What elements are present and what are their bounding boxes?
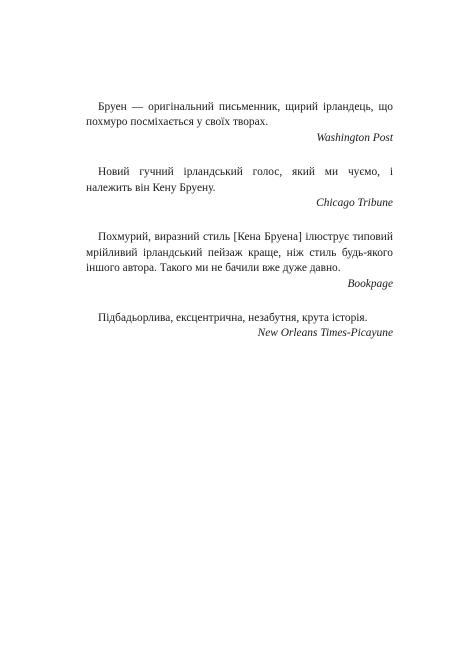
blurb-source: Bookpage	[347, 277, 393, 290]
blurb-source: New Orleans Times-Picayune	[257, 327, 393, 340]
blurb-item	[86, 100, 393, 146]
blurb-quote: Похмурий, виразний стиль [Кена Бруена] ілюструє типовий мрійливий ірландський пейзаж краще, ніж стиль будь-якого іншого автора. Такого ми не бачили вже дуже давно.	[86, 231, 393, 275]
blurb-source: Washington Post	[316, 131, 393, 144]
blurb-item	[86, 230, 393, 292]
blurb-quote: Підбадьорлива, ексцентрична, незабутня, крута історія.	[98, 312, 368, 325]
blurb-item	[86, 165, 393, 211]
blurb-source: Chicago Tribune	[316, 197, 393, 210]
blurb-quote: Бруен — оригінальний письменник, щирий ірландець, що похмуро посміхається у своїх творах.	[86, 101, 393, 129]
praise-blurbs	[86, 100, 393, 361]
blurb-quote: Новий гучний ірландський голос, який ми чуємо, і належить він Кену Бруену.	[86, 166, 393, 194]
blurb-item	[86, 311, 393, 342]
